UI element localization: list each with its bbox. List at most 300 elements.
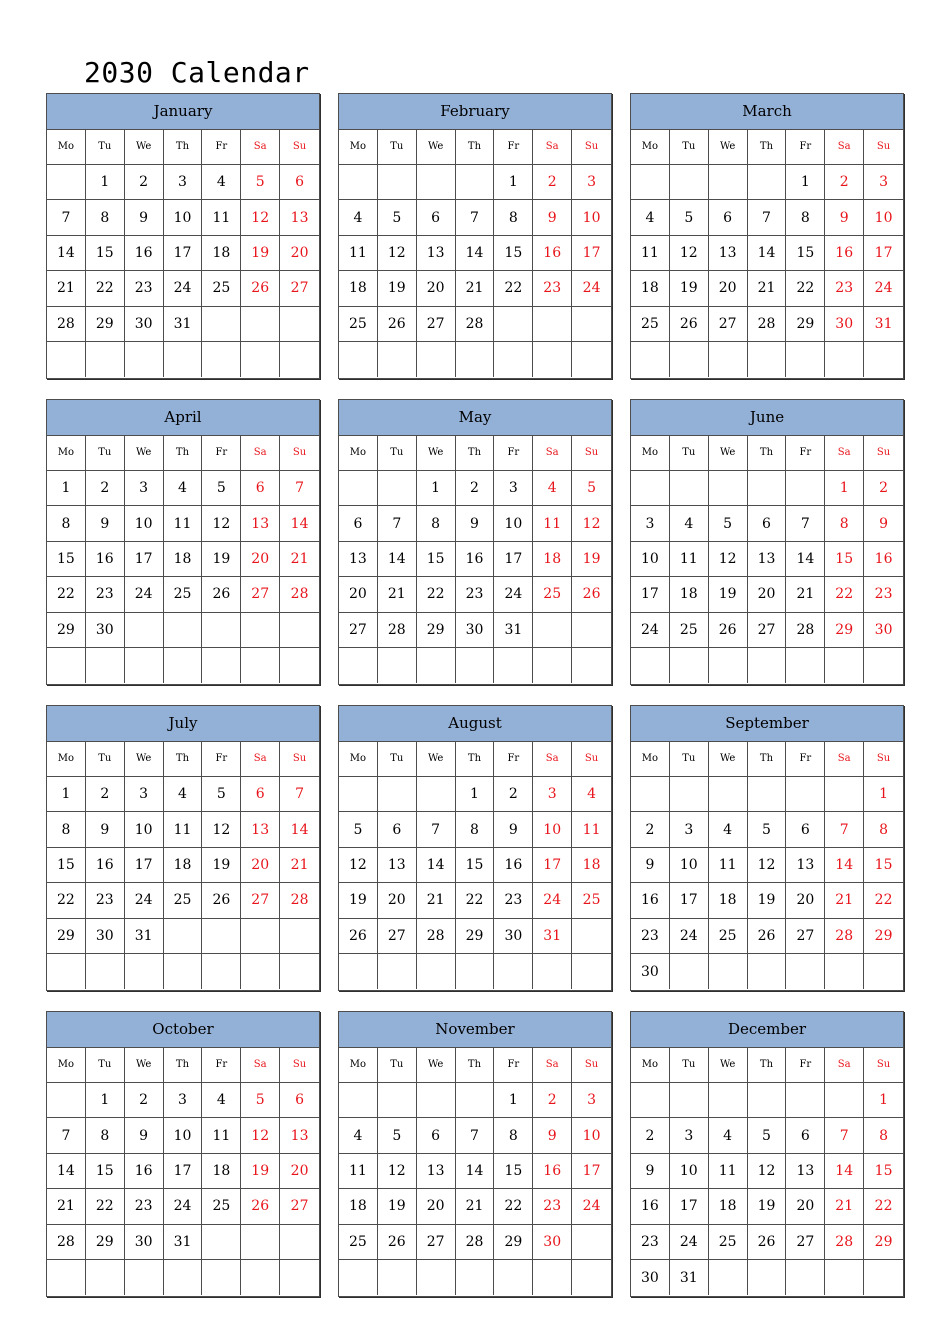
day-cell: 2 bbox=[456, 471, 495, 506]
day-cell: 6 bbox=[280, 1083, 319, 1118]
weekday-header: Sa bbox=[825, 436, 864, 471]
weekday-header: Mo bbox=[47, 130, 86, 165]
day-cell: 9 bbox=[864, 506, 903, 541]
empty-day-cell bbox=[125, 342, 164, 377]
day-cell: 8 bbox=[47, 812, 86, 847]
day-cell: 6 bbox=[786, 1118, 825, 1153]
empty-day-cell bbox=[417, 648, 456, 683]
weekday-header: We bbox=[709, 436, 748, 471]
empty-day-cell bbox=[378, 471, 417, 506]
day-cell: 29 bbox=[86, 1225, 125, 1260]
day-cell: 18 bbox=[339, 271, 378, 306]
day-cell: 29 bbox=[786, 307, 825, 342]
month-header: January bbox=[47, 94, 319, 130]
day-cell: 7 bbox=[47, 1118, 86, 1153]
empty-day-cell bbox=[339, 648, 378, 683]
day-cell: 4 bbox=[202, 1083, 241, 1118]
day-cell: 30 bbox=[125, 307, 164, 342]
empty-day-cell bbox=[786, 648, 825, 683]
empty-day-cell bbox=[339, 342, 378, 377]
day-cell: 26 bbox=[572, 577, 611, 612]
weekday-header: Fr bbox=[494, 436, 533, 471]
weekday-header: Sa bbox=[533, 1048, 572, 1083]
day-cell: 6 bbox=[417, 1118, 456, 1153]
day-cell: 28 bbox=[280, 577, 319, 612]
day-cell: 30 bbox=[494, 919, 533, 954]
day-cell: 20 bbox=[417, 271, 456, 306]
empty-day-cell bbox=[494, 342, 533, 377]
day-cell: 17 bbox=[670, 883, 709, 918]
day-cell: 18 bbox=[572, 848, 611, 883]
day-cell: 18 bbox=[670, 577, 709, 612]
day-cell: 18 bbox=[164, 848, 203, 883]
day-cell: 9 bbox=[533, 200, 572, 235]
day-cell: 10 bbox=[670, 1154, 709, 1189]
day-cell: 28 bbox=[280, 883, 319, 918]
day-cell: 30 bbox=[864, 613, 903, 648]
day-cell: 7 bbox=[748, 200, 787, 235]
day-cell: 17 bbox=[864, 236, 903, 271]
page-title: 2030 Calendar bbox=[84, 56, 310, 89]
empty-day-cell bbox=[825, 1260, 864, 1295]
month-header: September bbox=[631, 706, 903, 742]
day-cell: 21 bbox=[786, 577, 825, 612]
day-cell: 7 bbox=[280, 471, 319, 506]
empty-day-cell bbox=[670, 648, 709, 683]
empty-day-cell bbox=[533, 613, 572, 648]
month-block-february bbox=[338, 93, 612, 379]
weekday-header: We bbox=[417, 130, 456, 165]
weekday-header: Mo bbox=[631, 1048, 670, 1083]
day-cell: 22 bbox=[86, 1189, 125, 1224]
day-cell: 6 bbox=[748, 506, 787, 541]
day-cell: 11 bbox=[202, 1118, 241, 1153]
day-cell: 1 bbox=[456, 777, 495, 812]
day-cell: 21 bbox=[378, 577, 417, 612]
day-cell: 30 bbox=[533, 1225, 572, 1260]
day-cell: 3 bbox=[164, 165, 203, 200]
day-cell: 25 bbox=[533, 577, 572, 612]
day-cell: 14 bbox=[47, 1154, 86, 1189]
day-cell: 26 bbox=[378, 307, 417, 342]
month-header: July bbox=[47, 706, 319, 742]
day-cell: 8 bbox=[825, 506, 864, 541]
day-cell: 15 bbox=[86, 1154, 125, 1189]
day-cell: 27 bbox=[378, 919, 417, 954]
day-cell: 31 bbox=[533, 919, 572, 954]
day-cell: 23 bbox=[631, 919, 670, 954]
day-cell: 29 bbox=[825, 613, 864, 648]
day-cell: 22 bbox=[786, 271, 825, 306]
weekday-header: Sa bbox=[825, 1048, 864, 1083]
day-cell: 5 bbox=[378, 1118, 417, 1153]
empty-day-cell bbox=[786, 1083, 825, 1118]
day-cell: 7 bbox=[825, 812, 864, 847]
empty-day-cell bbox=[241, 954, 280, 989]
day-cell: 7 bbox=[786, 506, 825, 541]
day-cell: 15 bbox=[864, 848, 903, 883]
empty-day-cell bbox=[280, 342, 319, 377]
day-cell: 3 bbox=[670, 1118, 709, 1153]
weekday-header: Sa bbox=[825, 742, 864, 777]
empty-day-cell bbox=[47, 648, 86, 683]
empty-day-cell bbox=[86, 648, 125, 683]
weekday-header: We bbox=[125, 436, 164, 471]
day-cell: 31 bbox=[164, 1225, 203, 1260]
day-cell: 12 bbox=[202, 506, 241, 541]
day-cell: 20 bbox=[709, 271, 748, 306]
day-cell: 22 bbox=[494, 1189, 533, 1224]
day-cell: 2 bbox=[825, 165, 864, 200]
day-cell: 6 bbox=[241, 471, 280, 506]
day-cell: 4 bbox=[164, 471, 203, 506]
empty-day-cell bbox=[417, 777, 456, 812]
weekday-header: Tu bbox=[86, 130, 125, 165]
day-cell: 4 bbox=[202, 165, 241, 200]
day-cell: 20 bbox=[748, 577, 787, 612]
empty-day-cell bbox=[631, 1083, 670, 1118]
weekday-header: Su bbox=[280, 436, 319, 471]
day-cell: 11 bbox=[202, 200, 241, 235]
day-cell: 10 bbox=[533, 812, 572, 847]
day-cell: 27 bbox=[786, 919, 825, 954]
day-cell: 31 bbox=[864, 307, 903, 342]
day-cell: 24 bbox=[164, 1189, 203, 1224]
empty-day-cell bbox=[378, 1083, 417, 1118]
empty-day-cell bbox=[164, 954, 203, 989]
empty-day-cell bbox=[86, 342, 125, 377]
month-grid bbox=[339, 130, 611, 378]
empty-day-cell bbox=[825, 648, 864, 683]
day-cell: 6 bbox=[786, 812, 825, 847]
day-cell: 4 bbox=[164, 777, 203, 812]
empty-day-cell bbox=[825, 777, 864, 812]
day-cell: 24 bbox=[864, 271, 903, 306]
day-cell: 17 bbox=[125, 848, 164, 883]
day-cell: 28 bbox=[47, 1225, 86, 1260]
day-cell: 24 bbox=[670, 1225, 709, 1260]
empty-day-cell bbox=[241, 648, 280, 683]
weekday-header: Tu bbox=[670, 1048, 709, 1083]
day-cell: 12 bbox=[202, 812, 241, 847]
day-cell: 8 bbox=[47, 506, 86, 541]
day-cell: 5 bbox=[709, 506, 748, 541]
day-cell: 14 bbox=[417, 848, 456, 883]
empty-day-cell bbox=[786, 1260, 825, 1295]
empty-day-cell bbox=[864, 648, 903, 683]
month-block-june bbox=[630, 399, 904, 685]
weekday-header: We bbox=[417, 436, 456, 471]
empty-day-cell bbox=[417, 165, 456, 200]
day-cell: 31 bbox=[164, 307, 203, 342]
day-cell: 16 bbox=[533, 236, 572, 271]
day-cell: 28 bbox=[417, 919, 456, 954]
month-grid bbox=[631, 1048, 903, 1296]
day-cell: 13 bbox=[786, 1154, 825, 1189]
empty-day-cell bbox=[748, 471, 787, 506]
empty-day-cell bbox=[456, 648, 495, 683]
empty-day-cell bbox=[709, 954, 748, 989]
empty-day-cell bbox=[709, 1260, 748, 1295]
weekday-header: Th bbox=[748, 436, 787, 471]
weekday-header: Th bbox=[164, 130, 203, 165]
empty-day-cell bbox=[378, 342, 417, 377]
day-cell: 17 bbox=[164, 236, 203, 271]
empty-day-cell bbox=[670, 1083, 709, 1118]
day-cell: 20 bbox=[417, 1189, 456, 1224]
empty-day-cell bbox=[786, 777, 825, 812]
day-cell: 14 bbox=[456, 1154, 495, 1189]
day-cell: 17 bbox=[572, 1154, 611, 1189]
day-cell: 1 bbox=[417, 471, 456, 506]
day-cell: 13 bbox=[748, 542, 787, 577]
day-cell: 6 bbox=[417, 200, 456, 235]
day-cell: 26 bbox=[202, 883, 241, 918]
empty-day-cell bbox=[164, 919, 203, 954]
day-cell: 27 bbox=[417, 1225, 456, 1260]
day-cell: 22 bbox=[864, 1189, 903, 1224]
empty-day-cell bbox=[125, 648, 164, 683]
day-cell: 9 bbox=[86, 812, 125, 847]
day-cell: 18 bbox=[709, 883, 748, 918]
day-cell: 2 bbox=[86, 777, 125, 812]
weekday-header: Th bbox=[748, 130, 787, 165]
empty-day-cell bbox=[125, 1260, 164, 1295]
empty-day-cell bbox=[47, 954, 86, 989]
day-cell: 10 bbox=[572, 200, 611, 235]
weekday-header: Tu bbox=[86, 1048, 125, 1083]
day-cell: 8 bbox=[864, 1118, 903, 1153]
day-cell: 14 bbox=[825, 848, 864, 883]
empty-day-cell bbox=[631, 471, 670, 506]
day-cell: 17 bbox=[572, 236, 611, 271]
empty-day-cell bbox=[572, 1225, 611, 1260]
day-cell: 26 bbox=[709, 613, 748, 648]
empty-day-cell bbox=[494, 954, 533, 989]
empty-day-cell bbox=[202, 307, 241, 342]
empty-day-cell bbox=[748, 648, 787, 683]
empty-day-cell bbox=[339, 1260, 378, 1295]
weekday-header: Mo bbox=[339, 436, 378, 471]
empty-day-cell bbox=[86, 954, 125, 989]
day-cell: 1 bbox=[494, 165, 533, 200]
day-cell: 28 bbox=[825, 1225, 864, 1260]
weekday-header: Tu bbox=[378, 130, 417, 165]
day-cell: 5 bbox=[202, 777, 241, 812]
empty-day-cell bbox=[572, 954, 611, 989]
day-cell: 18 bbox=[202, 236, 241, 271]
empty-day-cell bbox=[456, 954, 495, 989]
empty-day-cell bbox=[748, 342, 787, 377]
day-cell: 31 bbox=[125, 919, 164, 954]
day-cell: 23 bbox=[86, 883, 125, 918]
day-cell: 23 bbox=[86, 577, 125, 612]
weekday-header: Mo bbox=[631, 130, 670, 165]
day-cell: 24 bbox=[631, 613, 670, 648]
weekday-header: Mo bbox=[339, 1048, 378, 1083]
day-cell: 19 bbox=[572, 542, 611, 577]
day-cell: 3 bbox=[125, 471, 164, 506]
day-cell: 21 bbox=[417, 883, 456, 918]
month-block-march bbox=[630, 93, 904, 379]
day-cell: 14 bbox=[825, 1154, 864, 1189]
day-cell: 23 bbox=[533, 271, 572, 306]
day-cell: 18 bbox=[533, 542, 572, 577]
empty-day-cell bbox=[164, 342, 203, 377]
day-cell: 11 bbox=[339, 1154, 378, 1189]
day-cell: 13 bbox=[709, 236, 748, 271]
day-cell: 10 bbox=[125, 506, 164, 541]
weekday-header: Fr bbox=[786, 742, 825, 777]
day-cell: 16 bbox=[864, 542, 903, 577]
day-cell: 5 bbox=[339, 812, 378, 847]
empty-day-cell bbox=[709, 1083, 748, 1118]
day-cell: 3 bbox=[125, 777, 164, 812]
day-cell: 20 bbox=[378, 883, 417, 918]
day-cell: 21 bbox=[47, 1189, 86, 1224]
day-cell: 14 bbox=[748, 236, 787, 271]
empty-day-cell bbox=[709, 471, 748, 506]
weekday-header: We bbox=[709, 1048, 748, 1083]
weekday-header: Fr bbox=[494, 130, 533, 165]
day-cell: 2 bbox=[533, 165, 572, 200]
day-cell: 21 bbox=[825, 883, 864, 918]
month-grid bbox=[631, 742, 903, 990]
day-cell: 19 bbox=[378, 1189, 417, 1224]
day-cell: 15 bbox=[825, 542, 864, 577]
empty-day-cell bbox=[670, 777, 709, 812]
day-cell: 31 bbox=[494, 613, 533, 648]
day-cell: 17 bbox=[125, 542, 164, 577]
day-cell: 16 bbox=[125, 1154, 164, 1189]
day-cell: 9 bbox=[125, 200, 164, 235]
day-cell: 12 bbox=[241, 1118, 280, 1153]
weekday-header: Th bbox=[456, 130, 495, 165]
weekday-header: Su bbox=[864, 436, 903, 471]
month-header: August bbox=[339, 706, 611, 742]
weekday-header: Th bbox=[164, 742, 203, 777]
day-cell: 29 bbox=[456, 919, 495, 954]
day-cell: 11 bbox=[670, 542, 709, 577]
empty-day-cell bbox=[241, 307, 280, 342]
day-cell: 11 bbox=[339, 236, 378, 271]
day-cell: 2 bbox=[631, 1118, 670, 1153]
day-cell: 11 bbox=[164, 506, 203, 541]
weekday-header: Th bbox=[456, 1048, 495, 1083]
day-cell: 29 bbox=[86, 307, 125, 342]
day-cell: 25 bbox=[164, 577, 203, 612]
day-cell: 14 bbox=[47, 236, 86, 271]
day-cell: 20 bbox=[786, 883, 825, 918]
day-cell: 24 bbox=[164, 271, 203, 306]
day-cell: 12 bbox=[670, 236, 709, 271]
day-cell: 13 bbox=[417, 236, 456, 271]
empty-day-cell bbox=[280, 1225, 319, 1260]
day-cell: 1 bbox=[786, 165, 825, 200]
month-block-september bbox=[630, 705, 904, 991]
day-cell: 24 bbox=[572, 1189, 611, 1224]
day-cell: 19 bbox=[709, 577, 748, 612]
weekday-header: Mo bbox=[631, 742, 670, 777]
empty-day-cell bbox=[533, 307, 572, 342]
empty-day-cell bbox=[164, 648, 203, 683]
month-header: March bbox=[631, 94, 903, 130]
day-cell: 11 bbox=[164, 812, 203, 847]
day-cell: 28 bbox=[378, 613, 417, 648]
day-cell: 23 bbox=[864, 577, 903, 612]
day-cell: 18 bbox=[202, 1154, 241, 1189]
month-block-october bbox=[46, 1011, 320, 1297]
day-cell: 22 bbox=[494, 271, 533, 306]
day-cell: 29 bbox=[494, 1225, 533, 1260]
month-grid bbox=[47, 436, 319, 684]
empty-day-cell bbox=[864, 342, 903, 377]
empty-day-cell bbox=[456, 1083, 495, 1118]
day-cell: 4 bbox=[533, 471, 572, 506]
day-cell: 29 bbox=[417, 613, 456, 648]
empty-day-cell bbox=[202, 954, 241, 989]
empty-day-cell bbox=[280, 613, 319, 648]
day-cell: 22 bbox=[864, 883, 903, 918]
day-cell: 21 bbox=[47, 271, 86, 306]
day-cell: 20 bbox=[280, 236, 319, 271]
day-cell: 18 bbox=[709, 1189, 748, 1224]
day-cell: 17 bbox=[631, 577, 670, 612]
day-cell: 25 bbox=[339, 1225, 378, 1260]
empty-day-cell bbox=[202, 1225, 241, 1260]
day-cell: 9 bbox=[125, 1118, 164, 1153]
day-cell: 3 bbox=[494, 471, 533, 506]
day-cell: 5 bbox=[202, 471, 241, 506]
day-cell: 10 bbox=[670, 848, 709, 883]
day-cell: 23 bbox=[125, 1189, 164, 1224]
empty-day-cell bbox=[864, 954, 903, 989]
day-cell: 29 bbox=[47, 613, 86, 648]
day-cell: 11 bbox=[533, 506, 572, 541]
weekday-header: Th bbox=[164, 1048, 203, 1083]
weekday-header: Su bbox=[280, 742, 319, 777]
weekday-header: Th bbox=[748, 1048, 787, 1083]
day-cell: 20 bbox=[786, 1189, 825, 1224]
empty-day-cell bbox=[572, 342, 611, 377]
day-cell: 28 bbox=[748, 307, 787, 342]
empty-day-cell bbox=[378, 777, 417, 812]
empty-day-cell bbox=[533, 648, 572, 683]
day-cell: 30 bbox=[456, 613, 495, 648]
day-cell: 8 bbox=[864, 812, 903, 847]
weekday-header: Fr bbox=[202, 130, 241, 165]
day-cell: 12 bbox=[709, 542, 748, 577]
month-grid bbox=[47, 1048, 319, 1296]
weekday-header: Su bbox=[864, 1048, 903, 1083]
day-cell: 13 bbox=[786, 848, 825, 883]
empty-day-cell bbox=[47, 342, 86, 377]
empty-day-cell bbox=[748, 1260, 787, 1295]
day-cell: 8 bbox=[494, 200, 533, 235]
weekday-header: Th bbox=[164, 436, 203, 471]
empty-day-cell bbox=[572, 1260, 611, 1295]
day-cell: 27 bbox=[280, 271, 319, 306]
day-cell: 24 bbox=[670, 919, 709, 954]
day-cell: 24 bbox=[125, 883, 164, 918]
day-cell: 11 bbox=[631, 236, 670, 271]
day-cell: 24 bbox=[125, 577, 164, 612]
empty-day-cell bbox=[280, 307, 319, 342]
day-cell: 27 bbox=[786, 1225, 825, 1260]
day-cell: 13 bbox=[378, 848, 417, 883]
weekday-header: Sa bbox=[533, 436, 572, 471]
day-cell: 30 bbox=[125, 1225, 164, 1260]
